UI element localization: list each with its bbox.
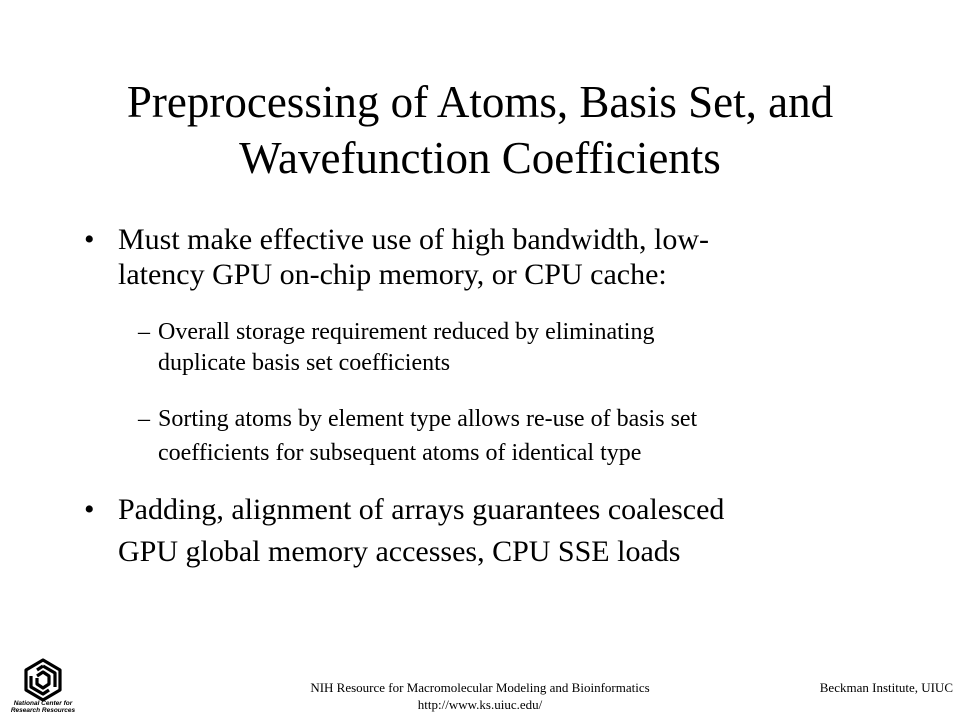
sub-bullet-1-line-1: Overall storage requirement reduced by eliminating xyxy=(158,319,655,345)
footer-center xyxy=(230,679,730,713)
sub-bullet-item-1 xyxy=(138,317,898,379)
svg-text:National Center for: National Center for xyxy=(13,700,73,707)
footer-url-link[interactable]: http://www.ks.uiuc.edu/ xyxy=(417,697,543,712)
slide-title-line-1: Preprocessing of Atoms, Basis Set, and xyxy=(126,77,834,127)
footer-resource-name: NIH Resource for Macromolecular Modeling and Bioinformatics xyxy=(310,680,650,695)
bullet-item-2 xyxy=(84,489,878,573)
bullet-1-line-2: latency GPU on-chip memory, or CPU cache: xyxy=(118,258,667,291)
sub-bullet-2-line-2: coefficients for subsequent atoms of identical type xyxy=(158,440,642,466)
bullet-2-line-1: Padding, alignment of arrays guarantees coalesced xyxy=(118,493,725,526)
sub-bullet-2-line-1: Sorting atoms by element type allows re-use of basis set xyxy=(158,406,698,432)
footer-institution: Beckman Institute, UIUC xyxy=(819,680,953,695)
sub-bullet-marker: – xyxy=(138,406,150,432)
slide-title xyxy=(60,74,900,186)
ncrr-logo-icon xyxy=(10,658,76,714)
sub-bullet-item-2 xyxy=(138,402,898,470)
sub-bullet-marker: – xyxy=(138,319,150,345)
bullet-marker: • xyxy=(84,223,95,256)
bullet-marker: • xyxy=(84,493,95,526)
bullet-item-1 xyxy=(84,222,878,292)
sub-bullet-1-line-2: duplicate basis set coefficients xyxy=(158,350,451,376)
svg-text:Research Resources: Research Resources xyxy=(10,707,76,714)
ncrr-logo xyxy=(10,658,76,714)
bullet-2-line-2: GPU global memory accesses, CPU SSE loads xyxy=(118,535,681,568)
slide-title-line-2: Wavefunction Coefficients xyxy=(239,133,721,183)
bullet-1-line-1: Must make effective use of high bandwidth, low- xyxy=(118,223,709,256)
